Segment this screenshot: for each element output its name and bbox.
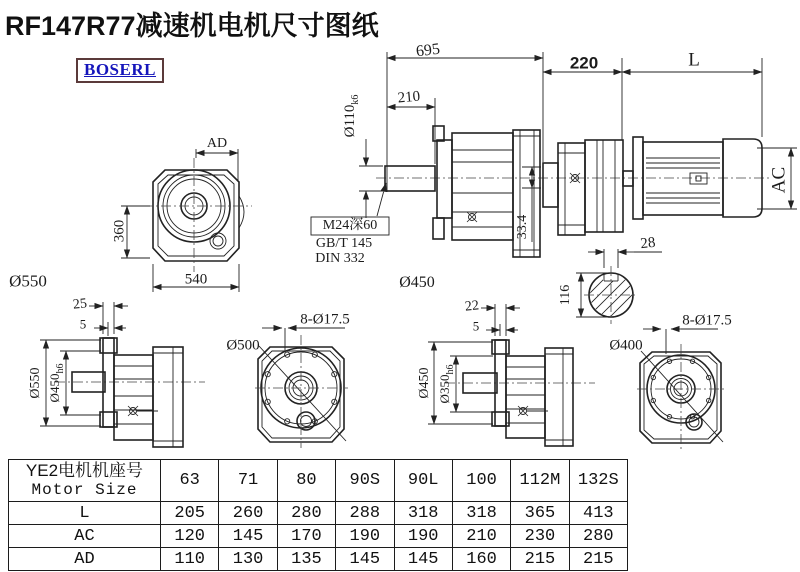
dim-33-4: 33.4	[515, 214, 530, 240]
table-col-header: 80	[277, 460, 335, 502]
table-cell: 280	[569, 525, 627, 548]
table-cell: 160	[452, 548, 510, 571]
table-row-AC	[9, 525, 628, 548]
dim-22: 22	[464, 298, 480, 315]
table-col-header: 71	[219, 460, 277, 502]
table-cell: 280	[277, 502, 335, 525]
dim-210: 210	[397, 88, 421, 107]
dim-bolt-circle-500: Ø500	[226, 337, 260, 354]
table-col-header: 63	[161, 460, 219, 502]
table-cell: 215	[511, 548, 569, 571]
dim-540: 540	[184, 271, 208, 288]
table-cell: 318	[452, 502, 510, 525]
table-col-header: 90L	[394, 460, 452, 502]
row-label: L	[9, 502, 161, 525]
dim-shaft-diameter: $Ø110_{k6}$	[342, 94, 361, 138]
table-col-header: 90S	[336, 460, 394, 502]
table-row-L	[9, 502, 628, 525]
table-cell: 145	[219, 525, 277, 548]
table-row-AD	[9, 548, 628, 571]
table-cell: 135	[277, 548, 335, 571]
page-title: RF147R77减速机电机尺寸图纸	[5, 11, 379, 41]
dim-AC: AC	[768, 166, 790, 194]
table-cell: 413	[569, 502, 627, 525]
table-cell: 260	[219, 502, 277, 525]
dim-key-width-28: 28	[639, 234, 657, 253]
output-flange-front-view-small	[637, 329, 726, 450]
standard-gbt: GB/T 145	[315, 236, 373, 251]
bolt-holes-note-right: 8-Ø17.5	[682, 312, 732, 329]
table-cell: 170	[277, 525, 335, 548]
table-cell: 215	[569, 548, 627, 571]
tap-hole-note: M24深60	[322, 218, 378, 233]
dim-550-overall: Ø550	[9, 271, 47, 291]
table-cell: 210	[452, 525, 510, 548]
motor-size-table	[8, 459, 628, 571]
table-cell: 190	[336, 525, 394, 548]
table-cell: 145	[394, 548, 452, 571]
table-cell: 120	[161, 525, 219, 548]
dim-695: 695	[414, 40, 441, 61]
dim-flange-od-450: Ø450	[417, 367, 432, 399]
brand-logo-text: BOSERL	[84, 60, 156, 79]
dim-section-116: 116	[558, 284, 573, 306]
table-cell: 205	[161, 502, 219, 525]
table-header-motor-size: YE2电机机座号 Motor Size	[9, 460, 161, 502]
table-col-header: 100	[452, 460, 510, 502]
table-cell: 230	[511, 525, 569, 548]
dim-spigot-350h6: $Ø350_{h6}$	[437, 364, 456, 404]
dim-360: 360	[111, 219, 128, 243]
dim-5-left: 5	[79, 316, 87, 332]
standard-din: DIN 332	[315, 251, 365, 266]
table-cell: 288	[336, 502, 394, 525]
row-label: AC	[9, 525, 161, 548]
table-cell: 190	[394, 525, 452, 548]
bolt-holes-note-left: 8-Ø17.5	[300, 311, 350, 328]
dim-220: 220	[569, 53, 599, 73]
dim-bolt-circle-400: Ø400	[609, 337, 643, 354]
dim-flange-od-550: Ø550	[28, 367, 43, 399]
table-col-header: 112M	[511, 460, 569, 502]
table-cell: 145	[336, 548, 394, 571]
table-cell: 130	[219, 548, 277, 571]
dim-L: L	[688, 49, 700, 71]
table-header-row	[9, 460, 628, 502]
table-cell: 318	[394, 502, 452, 525]
dim-spigot-450h6: $Ø450_{h6}$	[47, 363, 66, 403]
table-cell: 365	[511, 502, 569, 525]
dim-AD: AD	[206, 136, 228, 151]
row-label: AD	[9, 548, 161, 571]
brand-logo	[76, 58, 164, 83]
rear-flange-diameter: Ø450	[399, 274, 435, 291]
dim-5-right: 5	[472, 318, 480, 334]
output-flange-front-view-large	[255, 328, 348, 448]
dim-25: 25	[72, 296, 88, 313]
table-col-header: 132S	[569, 460, 627, 502]
table-cell: 110	[161, 548, 219, 571]
